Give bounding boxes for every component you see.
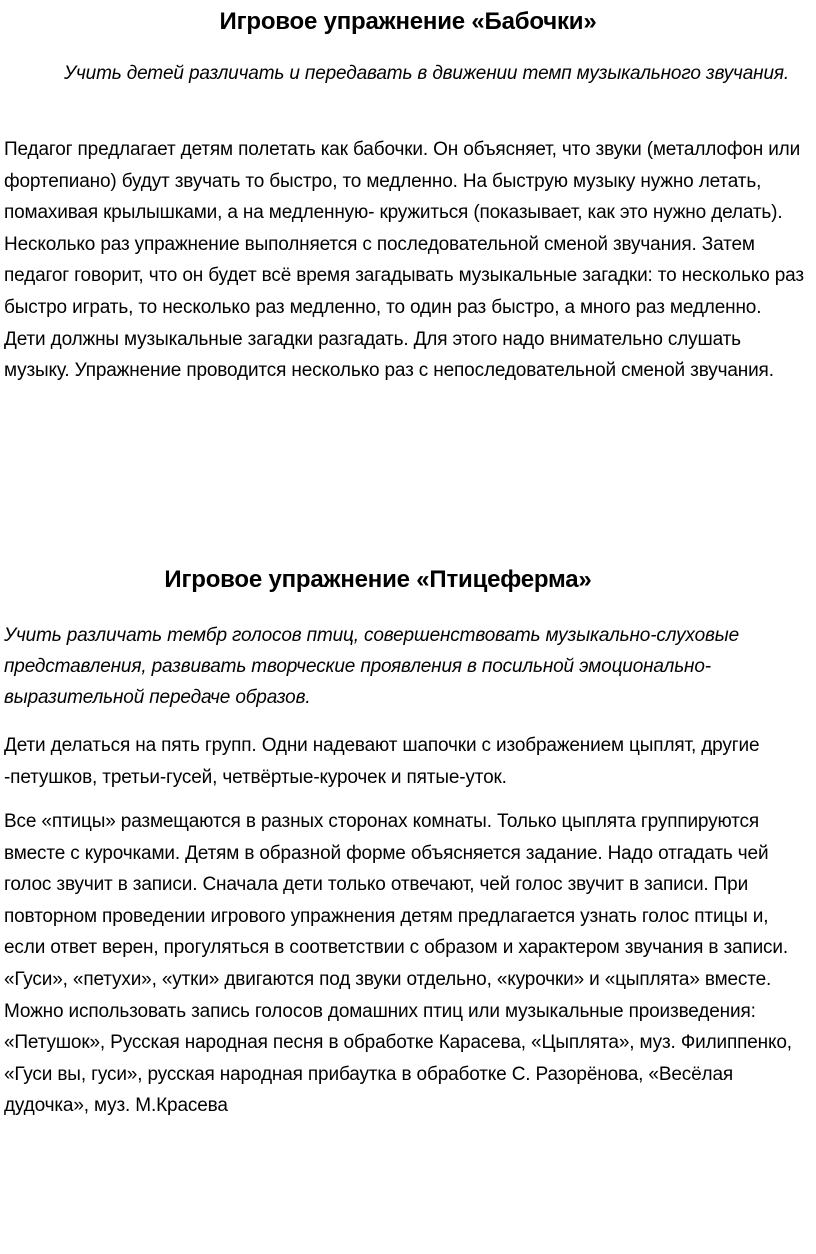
section-body-game: Все «птицы» размещаются в разных сторонах комнаты. Только цыплята группируются вместе с курочками. Детям в образной форме объясняется задание. Надо отгадать чей голос звучит в записи. Сначала дети только отвечают, чей голос звучит в записи. При повторном проведении игрового упражнения детям предлагается узнать голос птицы и, если ответ верен, прогуляться в соответствии с образом и характером звучания в записи. «Гуси», «петухи», «утки» двигаются под звуки отдельно, «курочки» и «цыплята» вместе. Можно использовать запись голосов домашних птиц или музыкальные произведения: «Петушок», Русская народная песня в обработке Карасева, «Цыплята», муз. Филиппенко, «Гуси вы, гуси», русская народная прибаутка в обработке С. Разорёнова, «Весёлая дудочка», муз. М.Красева (4, 811, 792, 1117)
section-goal-poultry-farm: Учить различать тембр голосов птиц, совершенствовать музыкально-слуховые представления, развивать творческие проявления в посильной эмоционально-выразительной передаче образов. (4, 625, 739, 708)
section-body-butterflies: Педагог предлагает детям полетать как бабочки. Он объясняет, что звуки (металлофон или фортепиано) будут звучать то быстро, то медленно. На быструю музыку нужно летать, помахивая крылышками, а на медленную- кружиться (показывает, как это нужно делать). Несколько раз упражнение выполняется с последовательной сменой звучания. Затем педагог говорит, что он будет всё время загадывать музыкальные загадки: то несколько раз быстро играть, то несколько раз медленно, то один раз быстро, а много раз медленно. Дети должны музыкальные загадки разгадать. Для этого надо внимательно слушать музыку. Упражнение проводится несколько раз с непоследовательной сменой звучания. (4, 139, 804, 382)
section-title-butterflies: Игровое упражнение «Бабочки» (219, 8, 597, 35)
section-goal-butterflies: Учить детей различать и передавать в движении темп музыкального звучания. (64, 63, 790, 84)
section-title-poultry-farm: Игровое упражнение «Птицеферма» (164, 566, 592, 593)
section-body-groups: Дети делаться на пять групп. Одни надевают шапочки с изображением цыплят, другие -петушков, третьи-гусей, четвёртые-курочек и пятые-уток. (4, 735, 760, 788)
